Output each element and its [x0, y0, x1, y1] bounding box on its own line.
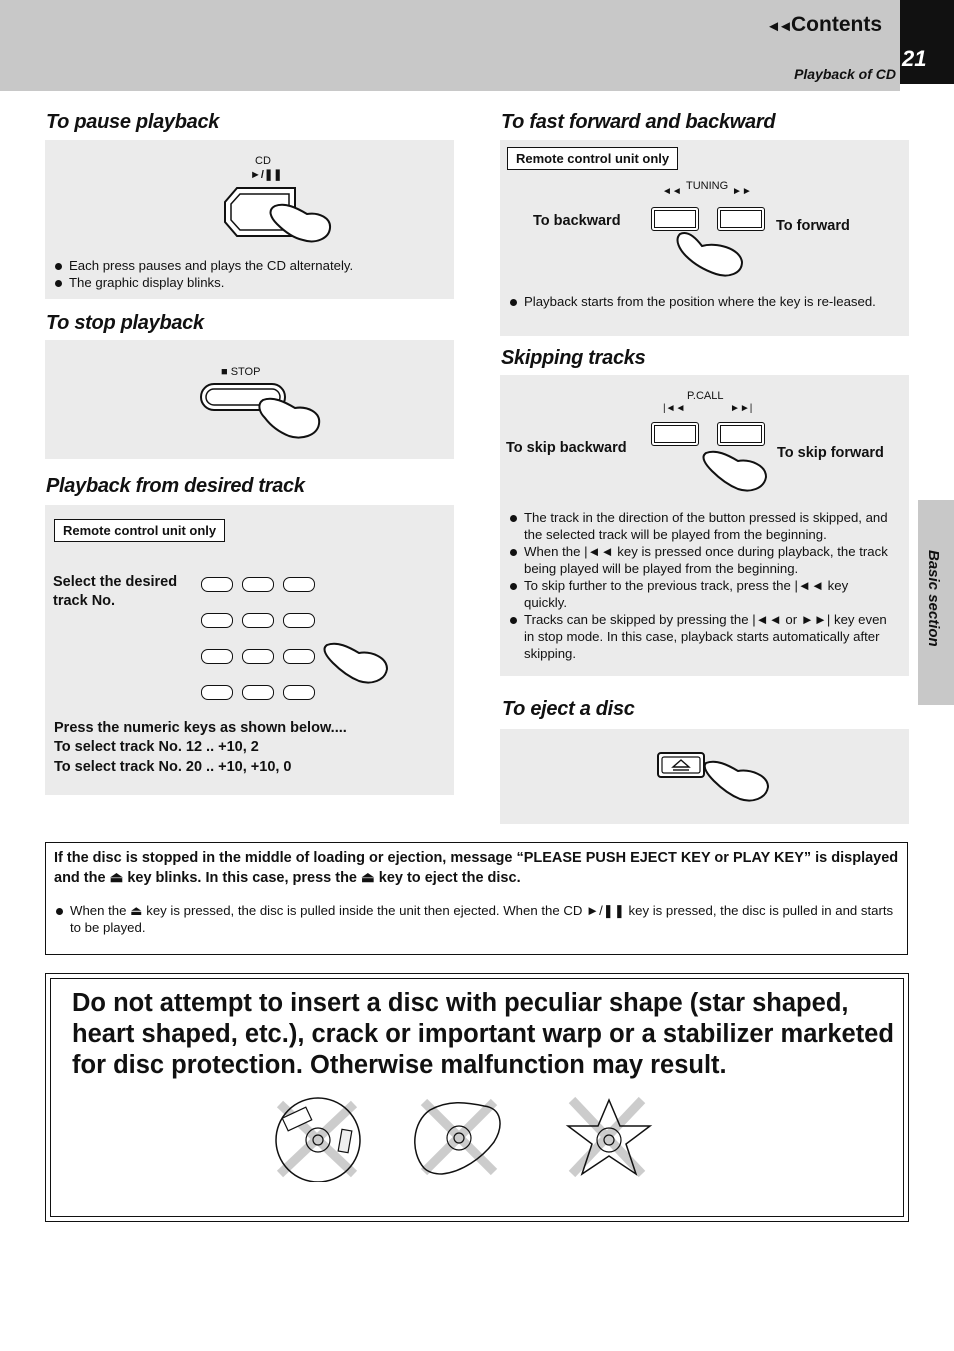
pcall-label: P.CALL [687, 390, 724, 402]
eject-panel [500, 729, 909, 824]
rewind-icon: ◄◄ [766, 18, 791, 35]
stop-title: To stop playback [46, 312, 204, 334]
numeric-key[interactable] [283, 649, 315, 664]
fastfwd-panel [500, 140, 909, 336]
remote-only-badge: Remote control unit only [54, 519, 225, 542]
skip-forward-key[interactable] [717, 422, 765, 446]
eject-warning-notes [54, 902, 904, 936]
pause-notes [53, 257, 443, 291]
contents-label: Contents [791, 13, 882, 36]
list-item: When the |◄◄ key is pressed once during playback, the track being played will be played from the beginning. [508, 543, 892, 577]
example1: To select track No. 12 .. +10, 2 [54, 739, 259, 755]
desired-panel [45, 505, 454, 795]
eject-warning-text: If the disc is stopped in the middle of loading or ejection, message “PLEASE PUSH EJECT KEY or PLAY KEY” is displayed and the ⏏ key blinks. In this case, press the ⏏ key to eject the disc. [54, 850, 899, 886]
stop-panel [45, 340, 454, 459]
skip-back-key[interactable] [651, 422, 699, 446]
side-tab [918, 500, 954, 705]
page-header [0, 0, 900, 91]
backward-label: To backward [533, 213, 621, 229]
eject-warning-box [45, 842, 908, 955]
numeric-key[interactable] [283, 685, 315, 700]
eject-title: To eject a disc [502, 698, 635, 720]
forward-label: To forward [776, 218, 850, 234]
skip-forward-icon: ►►| [730, 403, 753, 414]
skip-panel [500, 375, 909, 676]
press-line: Press the numeric keys as shown below.... [54, 720, 347, 736]
section-subtitle: Playback of CD [794, 66, 896, 82]
list-item: When the ⏏ key is pressed, the disc is pulled inside the unit then ejected. When the CD ►/❚❚ key is pressed, the disc is pulled in and starts to be played. [54, 902, 904, 936]
fastfwd-notes [508, 293, 892, 310]
list-item: The graphic display blinks. [53, 274, 443, 291]
pointing-hand-icon [700, 445, 772, 497]
skip-title: Skipping tracks [501, 347, 646, 369]
remote-only-badge: Remote control unit only [507, 147, 678, 170]
contents-link[interactable] [766, 13, 882, 37]
caution-text: Do not attempt to insert a disc with peculiar shape (star shaped, heart shaped, etc.), crack or important warp or a stabilizer marketed for disc protection. Otherwise malfunction may result. [72, 989, 894, 1079]
desired-title: Playback from desired track [46, 475, 305, 497]
stop-button-illustration [195, 378, 335, 444]
fast-forward-icon: ►► [732, 186, 752, 197]
star-disc-icon [568, 1100, 650, 1174]
tuning-label: TUNING [686, 180, 729, 192]
cracked-disc-icon [276, 1098, 360, 1182]
numeric-key[interactable] [201, 649, 233, 664]
fastfwd-title: To fast forward and backward [501, 111, 776, 133]
list-item: Playback starts from the position where the key is re-leased. [508, 293, 892, 310]
page-number-tab [900, 0, 954, 84]
eject-key-illustration [656, 749, 776, 807]
skip-notes [508, 509, 892, 662]
select-line2: track No. [53, 593, 116, 609]
play-pause-icon: ►/❚❚ [250, 169, 283, 181]
side-tab-label: Basic section [925, 550, 942, 647]
list-item: To skip further to the previous track, press the |◄◄ key quickly. [508, 577, 892, 611]
numeric-key[interactable] [201, 577, 233, 592]
numeric-key[interactable] [283, 613, 315, 628]
list-item: The track in the direction of the button pressed is skipped, and the selected track will be played from the beginning. [508, 509, 892, 543]
cd-key-label: CD [255, 155, 271, 167]
skip-back-icon: |◄◄ [663, 403, 686, 414]
numeric-key[interactable] [201, 685, 233, 700]
pointing-hand-icon [672, 228, 752, 280]
page-number: 21 [902, 46, 927, 71]
pointing-hand-icon [321, 635, 393, 687]
numeric-key[interactable] [242, 577, 274, 592]
numeric-key[interactable] [242, 649, 274, 664]
select-line1: Select the desired [53, 574, 178, 590]
numeric-key[interactable] [201, 613, 233, 628]
skip-backward-label: To skip backward [506, 440, 627, 456]
numeric-key[interactable] [242, 613, 274, 628]
heart-disc-icon [415, 1102, 500, 1174]
play-pause-button-illustration [215, 184, 335, 244]
example2: To select track No. 20 .. +10, +10, 0 [54, 759, 292, 775]
numeric-key[interactable] [242, 685, 274, 700]
stop-key-label: ■ STOP [221, 366, 261, 378]
list-item: Each press pauses and plays the CD alternately. [53, 257, 443, 274]
rewind-icon: ◄◄ [662, 186, 682, 197]
numeric-key[interactable] [283, 577, 315, 592]
pause-panel [45, 140, 454, 299]
pause-title: To pause playback [46, 111, 220, 133]
skip-forward-label: To skip forward [777, 445, 884, 461]
list-item: Tracks can be skipped by pressing the |◄◄ or ►►| key even in stop mode. In this case, playback starts automatically after skipping. [508, 611, 892, 662]
caution-box [45, 973, 909, 1222]
prohibited-discs-illustration [266, 1096, 666, 1182]
